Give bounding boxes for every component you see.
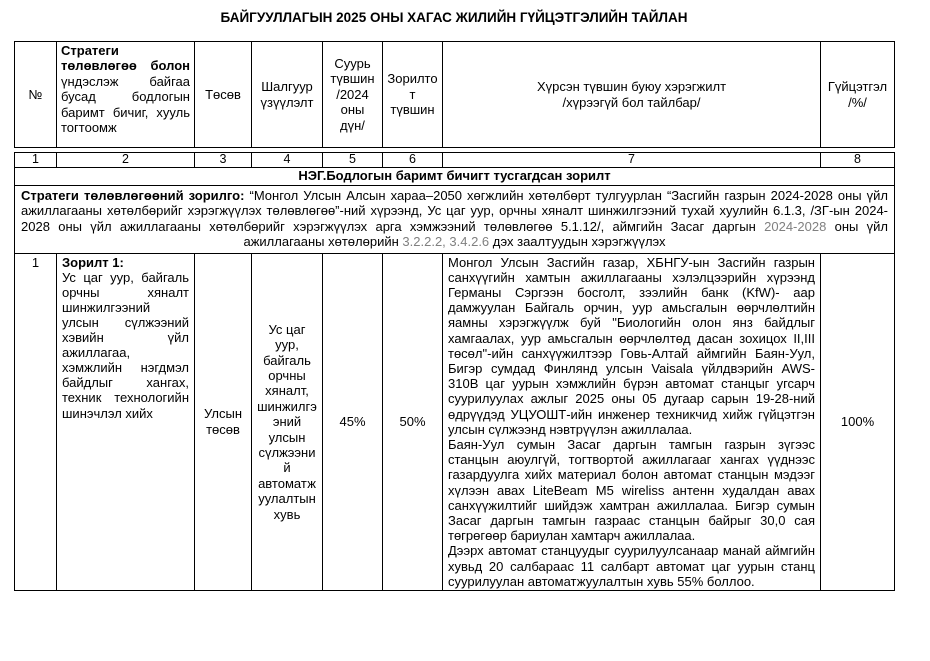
header-indicator-label: Шалгуур үзүүлэлт [260,79,314,110]
strategy-goal-cell [15,186,895,254]
column-number-cell: 4 [252,153,323,168]
column-number-cell: 7 [443,153,821,168]
goal-text: Ус цаг уур, байгаль орчны хяналт шинжилгээний улсын сүлжээний хэвийн үйл ажиллагаа, хэмжлийн нэгдмэл байдлыг хангах, техник технологийн шинэчлэл хийх [62,269,189,421]
document-title: БАЙГУУЛЛАГЫН 2025 ОНЫ ХАГАС ЖИЛИЙН ГҮЙЦЭТГЭЛИЙН ТАЙЛАН [220,10,688,25]
header-target-label: Зорилтот түвшин [387,71,438,118]
strategy-goal-label: Стратеги төлөвлөгөөний зорилго: [21,188,245,203]
result-paragraph-3: Дээрх автомат станцуудыг суурилуулсанаар манай аймгийн хувьд 20 салбараас 11 салбарт автомат цаг уурын станц суурилуулан автоматжуулалтын хувь 55% боллоо. [448,543,815,589]
result-cell [443,253,821,590]
header-performance-label: Гүйцэтгэл /%/ [827,79,888,110]
strategy-goal-row [15,186,895,254]
header-row [15,42,895,148]
strategy-goal-text-part2: оны үйл ажиллагааны хөтөлөрийн [243,218,888,250]
header-cell-indicator [252,42,323,148]
row-number: 1 [15,253,57,590]
result-paragraph-2: Баян-Уул сумын Засаг даргын тамгын газрын зүгээс станцын аюулгүй, тогтвортой ажиллагааг хангах үүднээс газардуулга хийх материал болон автомат станцын мэдээг хүлээн авах LiteBeam M5 wireliss антенн худалдан авах санхүүжилтийг шийдэж хамтран ажиллалаа. Бигэр сумын Засаг даргын тамгын газраас станцын байрыг 30,0 сая төгрөгөөр бариулан хамтарч ажиллалаа. [448,437,815,544]
document-content [14,0,894,591]
header-achieved-label-line1: Хүрсэн түвшин буюу хэрэгжилт [536,79,727,95]
goal-cell [57,253,195,590]
strategy-goal-text-part3: дэх заалтуудын хэрэгжүүлэх [492,234,666,250]
result-paragraph-1: Монгол Улсын Засгийн газар, ХБНГУ-ын Засгийн газрын санхүүгийн хамтын ажиллагааны хэлэлцээрийн хүрээнд Германы Сэргээн босголт, зээлийн банк (KfW)- аар дамжуулан Байгаль орчин, уур амьсгалын өөрчлөлтийн яамны хэрэгжүүлж буй "Биологийн олон янз байдлыг хамгаалах, уур амьсгалын өөрчлөлтөд дасан зохицох II,III төсөл"-ийн санхүүжилтээр Говь-Алтай аймгийн Баян-Уул, Бигэр сумдад Финлянд улсын Vaisala үйлдвэрийн AWS-310B цаг уурын хэмжлийн бүрэн автомат станцыг угсарч суурилуулах ажлыг 2025 оны 05 дугаар сарын 19-28-ний өдрүүдэд УЦУОШТ-ийн инженер техникчид хийж гүйцэтгэн улсын сүлжээнд нэвтрүүлэн ажиллалаа. [448,254,815,437]
column-number-cell: 2 [57,153,195,168]
baseline-value: 45% [323,253,383,590]
column-number-cell: 1 [15,153,57,168]
performance-value: 100% [821,253,895,590]
section-row [15,168,895,186]
header-cell-no [15,42,57,148]
column-number-row [15,153,895,168]
header-no-label: № [28,86,43,102]
header-strategy-label-bold: Стратеги төлөвлөгөө болон [61,43,190,74]
table-row-goal-1 [15,253,895,590]
header-budget-label: Төсөв [205,86,241,102]
column-number-cell: 5 [323,153,383,168]
header-cell-target [383,42,443,148]
header-baseline-label: Суурь түвшин /2024 оны дүн/ [330,55,375,133]
strategy-goal-text-part1: “Монгол Улсын Алсын хараа–2050 хөгжлийн хөтөлбөрт тулгуурлан “Засгийн газрын 2024-2028 оны үйл ажиллагааны хөтөлбөрийг хэрэгжүүлэх төлөвлөгөө”-ний хүрээнд, Ус цаг уур, орчны хяналт шинжилгээний тухай хуулийн 6.1.3, /ЗГ-ын 2024-2028 оны үйл ажиллагааны хөтөлбөрийг хэрэгжүүлэх арга хэмжээний төлөвлөгөө 5.1.12/, аймгийн Засаг даргын [21,188,888,234]
column-number-cell: 8 [821,153,895,168]
section-title: НЭГ.Бодлогын баримт бичигт тусгагдсан зорилт [15,168,895,186]
body-table [14,152,895,591]
target-value: 50% [383,253,443,590]
column-number-cell: 3 [195,153,252,168]
header-achieved-label-line2: /хүрээгүй бол тайлбар/ [562,94,701,110]
header-cell-strategy [57,42,195,148]
budget-cell: Улсын төсөв [195,253,252,590]
header-table [14,41,895,148]
header-cell-achieved [443,42,821,148]
goal-label: Зорилт 1: [62,254,124,270]
indicator-cell: Ус цаг уур, байгаль орчны хяналт, шинжилгээний улсын сүлжээний автоматжуулалтын хувь [252,253,323,590]
strategy-goal-highlight2: 3.2.2.2, 3.4.2.6 [402,234,490,250]
header-cell-budget [195,42,252,148]
header-cell-performance [821,42,895,148]
strategy-goal-highlight1: 2024-2028 [764,218,827,234]
header-strategy-label-rest: үндэслэж байгаа бусад бодлогын баримт бичиг, хууль тогтоомж [61,73,190,136]
header-cell-baseline [323,42,383,148]
column-number-cell: 6 [383,153,443,168]
